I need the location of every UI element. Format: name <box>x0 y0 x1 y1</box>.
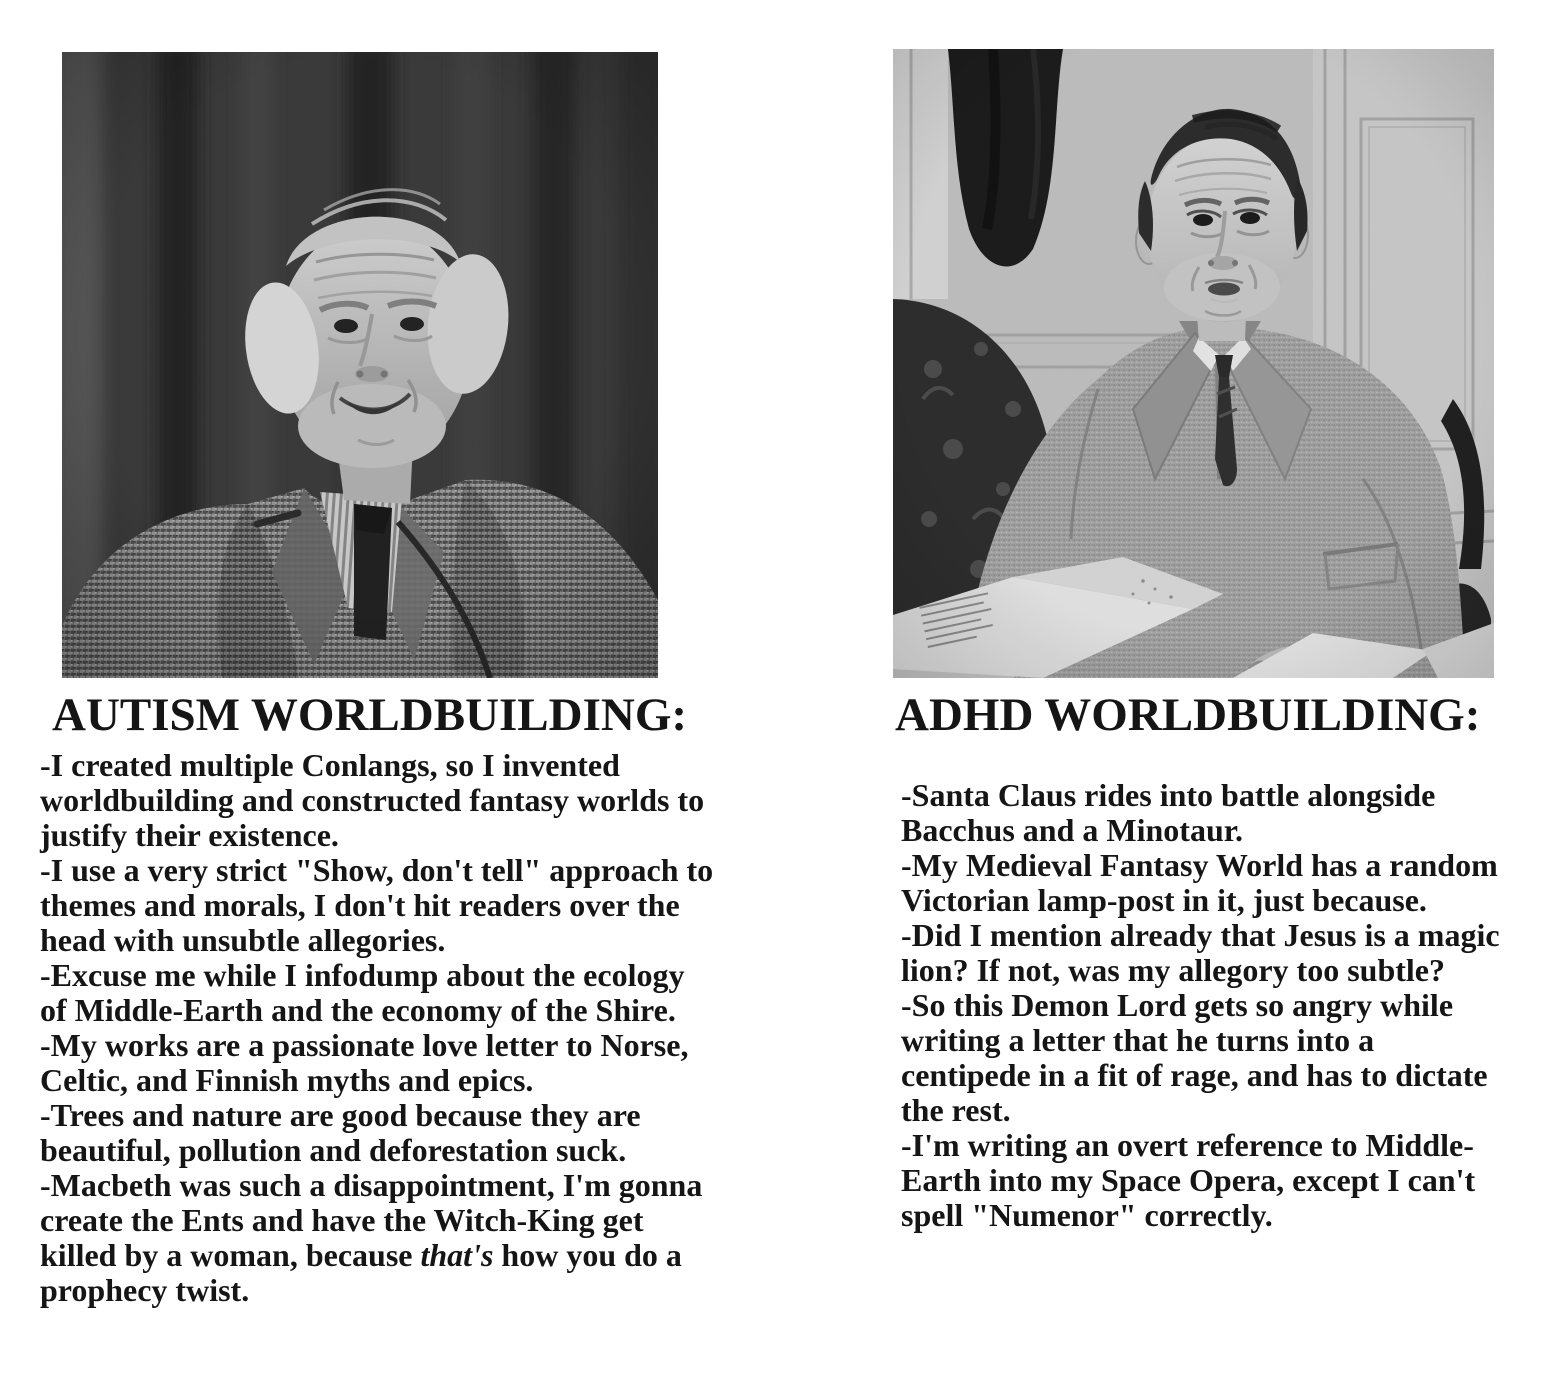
text-line: -I created multiple Conlangs, so I invented <box>40 747 620 783</box>
left-column-title: AUTISM WORLDBUILDING: <box>52 689 688 741</box>
left-text-lines <box>40 748 713 1308</box>
text-line: -Trees and nature are good because they are <box>40 1097 641 1133</box>
text-line: -I use a very strict "Show, don't tell" approach to <box>40 852 714 888</box>
text-line: beautiful, pollution and deforestation suck. <box>40 1132 627 1168</box>
tolkien-photo-illustration <box>62 52 658 678</box>
text-line: -Santa Claus rides into battle alongside <box>901 777 1436 813</box>
text-line: -My Medieval Fantasy World has a random <box>901 847 1498 883</box>
cs-lewis-photo-illustration <box>893 49 1494 678</box>
text-line: Victorian lamp-post in it, just because. <box>901 882 1427 918</box>
text-line: -So this Demon Lord gets so angry while <box>901 987 1454 1023</box>
text-line: the rest. <box>901 1092 1011 1128</box>
text-line: lion? If not, was my allegory too subtle? <box>901 952 1445 988</box>
text-line: Celtic, and Finnish myths and epics. <box>40 1062 534 1098</box>
text-line: -My works are a passionate love letter to Norse, <box>40 1027 689 1063</box>
text-line: prophecy twist. <box>40 1272 250 1308</box>
text-line: of Middle-Earth and the economy of the Shire. <box>40 992 676 1028</box>
tolkien-photo <box>62 52 658 678</box>
text-line: head with unsubtle allegories. <box>40 922 446 958</box>
text-line: killed by a woman, because that's how you do a <box>40 1237 682 1273</box>
text-line: justify their existence. <box>40 817 339 853</box>
text-line: Earth into my Space Opera, except I can't <box>901 1162 1476 1198</box>
right-text-lines <box>901 778 1500 1233</box>
text-line: -I'm writing an overt reference to Middle- <box>901 1127 1474 1163</box>
cs-lewis-photo <box>893 49 1494 678</box>
text-line: themes and morals, I don't hit readers over the <box>40 887 680 923</box>
right-column-title: ADHD WORLDBUILDING: <box>895 689 1481 741</box>
text-line: Bacchus and a Minotaur. <box>901 812 1243 848</box>
text-line: -Macbeth was such a disappointment, I'm gonna <box>40 1167 703 1203</box>
text-line: writing a letter that he turns into a <box>901 1022 1375 1058</box>
text-line: create the Ents and have the Witch-King get <box>40 1202 644 1238</box>
text-line: -Excuse me while I infodump about the ecology <box>40 957 685 993</box>
text-line: -Did I mention already that Jesus is a magic <box>901 917 1500 953</box>
text-line: spell "Numenor" correctly. <box>901 1197 1273 1233</box>
text-line: worldbuilding and constructed fantasy worlds to <box>40 782 705 818</box>
text-line: centipede in a fit of rage, and has to dictate <box>901 1057 1488 1093</box>
